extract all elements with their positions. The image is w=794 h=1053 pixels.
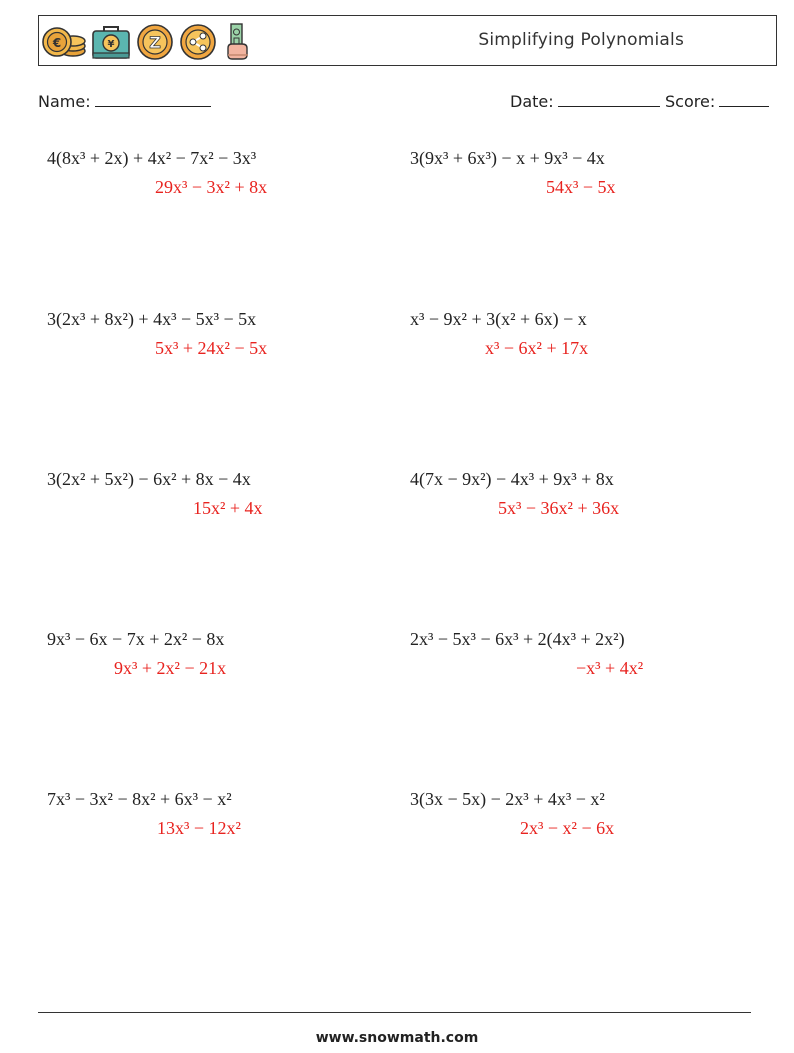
problem-expression: 3(9x³ + 6x³) − x + 9x³ − 4x (410, 148, 605, 168)
yen-briefcase-icon (91, 23, 131, 61)
problem-4 (410, 309, 740, 358)
problem-expression: 3(2x³ + 8x²) + 4x³ − 5x³ − 5x (47, 309, 257, 329)
score-label: Score: (665, 92, 716, 111)
problem-1 (47, 148, 377, 197)
problem-expression: 4(7x − 9x²) − 4x³ + 9x³ + 8x (410, 469, 614, 489)
date-blank[interactable] (558, 92, 660, 107)
problem-6 (410, 469, 740, 518)
problem-expression: 7x³ − 3x² − 8x² + 6x³ − x² (47, 789, 232, 809)
problem-expression: 3(3x − 5x) − 2x³ + 4x³ − x² (410, 789, 605, 809)
date-label: Date: (510, 92, 554, 111)
zcash-coin-icon (136, 23, 174, 61)
footer-divider (38, 1012, 751, 1013)
problem-answer: 13x³ − 12x² (157, 818, 241, 838)
share-coin-icon (179, 23, 217, 61)
problem-answer: 2x³ − x² − 6x (520, 818, 615, 838)
svg-text:€: € (52, 36, 62, 50)
problem-answer: 5x³ + 24x² − 5x (155, 338, 268, 358)
problem-answer: 9x³ + 2x² − 21x (114, 658, 227, 678)
problem-answer: 5x³ − 36x² + 36x (498, 498, 620, 518)
problem-2 (410, 148, 740, 197)
problem-expression: x³ − 9x² + 3(x² + 6x) − x (410, 309, 587, 329)
problem-9 (47, 789, 377, 838)
problem-answer: x³ − 6x² + 17x (485, 338, 589, 358)
svg-text:¥: ¥ (107, 39, 115, 50)
header-icons (42, 21, 256, 63)
svg-text:Z: Z (149, 33, 161, 52)
worksheet-header (38, 15, 777, 66)
problem-expression: 3(2x² + 5x²) − 6x² + 8x − 4x (47, 469, 251, 489)
name-label: Name: (38, 92, 91, 111)
problem-10 (410, 789, 740, 838)
score-blank[interactable] (719, 92, 769, 107)
euro-coins-icon (42, 25, 86, 59)
score-field[interactable] (665, 92, 769, 111)
problem-expression: 4(8x³ + 2x) + 4x² − 7x² − 3x³ (47, 148, 257, 168)
problem-answer: 29x³ − 3x² + 8x (155, 177, 268, 197)
problem-5 (47, 469, 377, 518)
banknote-hand-icon (222, 22, 256, 62)
date-field[interactable] (510, 92, 660, 111)
problem-8 (410, 629, 740, 678)
problem-answer: 54x³ − 5x (546, 177, 616, 197)
problem-expression: 2x³ − 5x³ − 6x³ + 2(4x³ + 2x²) (410, 629, 625, 649)
name-field[interactable] (38, 92, 211, 111)
problem-7 (47, 629, 377, 678)
worksheet-title: Simplifying Polynomials (478, 30, 684, 50)
problem-answer: 15x² + 4x (193, 498, 263, 518)
name-blank[interactable] (95, 92, 211, 107)
problem-expression: 9x³ − 6x − 7x + 2x² − 8x (47, 629, 225, 649)
problem-3 (47, 309, 377, 358)
problem-answer: −x³ + 4x² (576, 658, 644, 678)
footer-website[interactable]: www.snowmath.com (315, 1030, 479, 1046)
